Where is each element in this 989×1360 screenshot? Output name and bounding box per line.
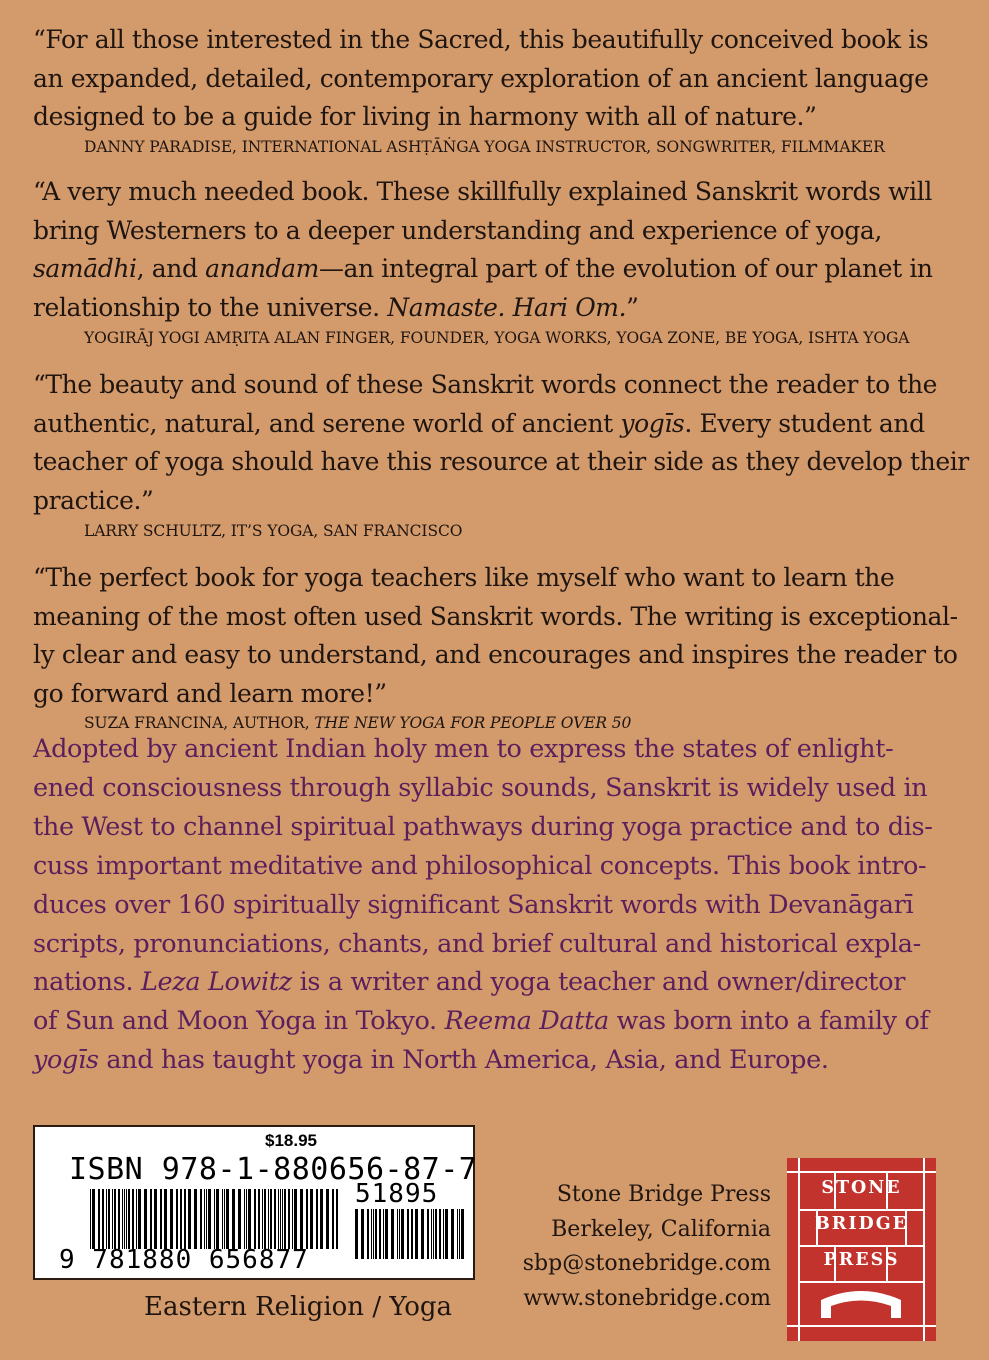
barcode-bar: [316, 1189, 318, 1249]
barcode-bar: [180, 1189, 182, 1249]
publisher-location: Berkeley, California: [551, 1216, 771, 1242]
blurb-line: duces over 160 spiritually significant Sanskrit words with Devanāgarī: [33, 889, 914, 920]
barcode-bar: [200, 1189, 202, 1249]
barcode-bar: [332, 1189, 334, 1249]
barcode-bar: [280, 1189, 281, 1249]
isbn-number: ISBN 978-1-880656-87-7: [69, 1152, 478, 1187]
barcode-bar: [170, 1189, 173, 1249]
barcode-bar: [226, 1189, 229, 1249]
barcode-bar: [459, 1209, 460, 1259]
quote-line: go forward and learn more!”: [33, 678, 387, 708]
quote-line: meaning of the most often used Sanskrit words. The writing is exceptional-: [33, 601, 958, 631]
barcode-bar: [411, 1209, 413, 1259]
publisher-info: [523, 1178, 771, 1316]
barcode-bar: [128, 1189, 130, 1249]
barcode-bar: [150, 1189, 152, 1249]
barcode-bar: [401, 1209, 404, 1259]
barcode-bar: [336, 1189, 338, 1249]
barcode-bar: [320, 1189, 323, 1249]
barcode-bar: [214, 1189, 215, 1249]
barcode-bar: [160, 1189, 162, 1249]
barcode-bar: [164, 1189, 167, 1249]
ean-digits: 9 781880 656877: [59, 1245, 309, 1275]
barcode-bar: [383, 1209, 384, 1259]
quote-line: teacher of yoga should have this resource at their side as they develop their: [33, 447, 969, 476]
quote-line: “A very much needed book. These skillfully explained Sanskrit words will: [33, 177, 932, 206]
barcode-bar: [154, 1189, 157, 1249]
quote-line: “The beauty and sound of these Sanskrit words connect the reader to the: [33, 370, 938, 399]
quote-line: practice.”: [33, 485, 154, 515]
barcode-bar: [367, 1209, 369, 1259]
quote-1: [33, 21, 953, 137]
barcode-bar: [421, 1209, 424, 1259]
barcode-bar: [270, 1189, 272, 1249]
category-label: Eastern Religion / Yoga: [144, 1292, 453, 1322]
barcode-bar: [399, 1209, 400, 1259]
barcode-bar: [282, 1189, 283, 1249]
blurb-line: the West to channel spiritual pathways during yoga practice and to dis-: [33, 811, 933, 842]
barcode-bar: [443, 1209, 444, 1259]
blurb-line: scripts, pronunciations, chants, and brief cultural and historical expla-: [33, 928, 921, 959]
barcode-bar: [397, 1209, 398, 1259]
barcode-bar: [391, 1209, 394, 1259]
barcode-bar: [118, 1189, 120, 1249]
barcode-bar: [264, 1189, 266, 1249]
barcode-bar: [90, 1189, 91, 1249]
quote-4-attribution: SUZA FRANCINA, AUTHOR, THE NEW YOGA FOR PEOPLE OVER 50: [84, 714, 632, 732]
barcode-bar: [204, 1189, 205, 1249]
italic-word: yogīs: [33, 1045, 99, 1076]
supplement-barcode-bars: [355, 1209, 465, 1261]
barcode-bar: [435, 1209, 437, 1259]
quote-line: authentic, natural, and serene world of ancient yogīs. Every student and: [33, 408, 925, 438]
quote-3-attribution: LARRY SCHULTZ, IT’S YOGA, SAN FRANCISCO: [84, 522, 463, 540]
author-name: Reema Datta: [444, 1006, 609, 1037]
barcode-bar: [244, 1189, 245, 1249]
quote-2: [33, 173, 953, 327]
barcode-bar: [373, 1209, 374, 1259]
barcode-bar: [292, 1189, 293, 1249]
publisher-name: Stone Bridge Press: [556, 1182, 771, 1207]
publisher-email: sbp@stonebridge.com: [522, 1251, 771, 1276]
barcode-bar: [451, 1209, 454, 1259]
barcode-bar: [126, 1189, 127, 1249]
blurb-line: yogīs and has taught yoga in North America, Asia, and Europe.: [33, 1045, 829, 1076]
quote-line: “For all those interested in the Sacred, this beautifully conceived book is: [33, 25, 929, 54]
barcode-bar: [222, 1189, 223, 1249]
blurb-line: ened consciousness through syllabic sounds, Sanskrit is widely used in: [33, 772, 928, 803]
blurb-line: cuss important meditative and philosophical concepts. This book intro-: [33, 850, 927, 881]
barcode-bar: [124, 1189, 125, 1249]
barcode-bar: [445, 1209, 448, 1259]
barcode-bar: [258, 1189, 260, 1249]
italic-word: anandam: [205, 254, 319, 283]
barcode-bar: [246, 1189, 247, 1249]
quote-line: relationship to the universe. Namaste. Hari Om.”: [33, 292, 639, 322]
quote-line: designed to be a guide for living in harmony with all of nature.”: [33, 102, 817, 131]
blurb-line: Adopted by ancient Indian holy men to express the states of enlight-: [33, 734, 894, 764]
barcode-bar: [385, 1209, 388, 1259]
barcode-bar: [194, 1189, 197, 1249]
book-title: THE NEW YOGA FOR PEOPLE OVER 50: [314, 714, 632, 732]
barcode-bar: [294, 1189, 297, 1249]
barcode-bar: [284, 1189, 286, 1249]
quote-line: samādhi, and anandam—an integral part of the evolution of our planet in: [33, 254, 933, 283]
barcode-bar: [188, 1189, 191, 1249]
barcode-bar: [138, 1189, 141, 1249]
barcode-bar: [184, 1189, 186, 1249]
blurb-line: nations. Leza Lowitz is a writer and yoga teacher and owner/director: [33, 967, 906, 998]
barcode-bar: [355, 1209, 358, 1259]
publisher-website: www.stonebridge.com: [523, 1285, 771, 1311]
quote-4: [33, 559, 958, 713]
barcode-bar: [262, 1189, 263, 1249]
barcode-bar: [206, 1189, 207, 1249]
barcode-bar: [232, 1189, 235, 1249]
blurb-line: of Sun and Moon Yoga in Tokyo. Reema Datta was born into a family of: [33, 1006, 929, 1037]
supplement-number: 51895: [355, 1179, 439, 1209]
isbn-barcode: [33, 1125, 478, 1280]
quote-line: an expanded, detailed, contemporary exploration of an ancient language: [33, 63, 929, 93]
barcode-bar: [132, 1189, 134, 1249]
barcode-bar: [92, 1189, 95, 1249]
stone-bridge-press-logo: [787, 1158, 936, 1341]
barcode-bar: [224, 1189, 225, 1249]
barcode-bar: [375, 1209, 377, 1259]
barcode-bar: [361, 1209, 364, 1259]
barcode-bar: [238, 1189, 241, 1249]
barcode-bar: [144, 1189, 147, 1249]
barcode-bar: [102, 1189, 104, 1249]
barcode-bar: [431, 1209, 432, 1259]
barcode-bar: [415, 1209, 418, 1259]
ean-barcode-bars: [90, 1189, 340, 1251]
logo-line-3: PRESS: [823, 1250, 900, 1270]
barcode-bar: [379, 1209, 381, 1259]
barcode-bar: [248, 1189, 251, 1249]
quote-1-attribution: DANNY PARADISE, INTERNATIONAL ASHṬĀṄGA YOGA INSTRUCTOR, SONGWRITER, FILMMAKER: [84, 138, 885, 156]
barcode-bar: [176, 1189, 178, 1249]
barcode-bar: [457, 1209, 458, 1259]
barcode-bar: [106, 1189, 107, 1249]
barcode-bar: [208, 1189, 211, 1249]
barcode-bar: [326, 1189, 329, 1249]
barcode-bar: [300, 1189, 303, 1249]
quote-2-attribution: YOGIRĀJ YOGI AMṚITA ALAN FINGER, FOUNDER, YOGA WORKS, YOGA ZONE, BE YOGA, ISHTA YOGA: [84, 329, 910, 347]
price-label: $18.95: [265, 1131, 317, 1150]
italic-word: samādhi: [33, 254, 137, 283]
logo-line-2: BRIDGE: [815, 1214, 908, 1234]
barcode-bar: [254, 1189, 256, 1249]
barcode-bar: [108, 1189, 110, 1249]
barcode-bar: [114, 1189, 116, 1249]
quote-line: ly clear and easy to understand, and encourages and inspires the reader to: [33, 640, 958, 669]
book-description: [33, 730, 958, 1080]
barcode-bar: [407, 1209, 409, 1259]
barcode-bar: [433, 1209, 434, 1259]
barcode-bar: [427, 1209, 429, 1259]
barcode-bar: [439, 1209, 441, 1259]
author-name: Leza Lowitz: [140, 967, 292, 998]
barcode-bar: [136, 1189, 137, 1249]
barcode-bar: [98, 1189, 100, 1249]
barcode-bar: [122, 1189, 123, 1249]
barcode-bar: [461, 1209, 464, 1259]
barcode-bar: [310, 1189, 313, 1249]
italic-phrase: Namaste. Hari Om.: [387, 292, 627, 322]
barcode-bar: [268, 1189, 269, 1249]
quote-line: bring Westerners to a deeper understanding and experience of yoga,: [33, 215, 882, 245]
barcode-bar: [371, 1209, 372, 1259]
barcode-bar: [216, 1189, 219, 1249]
italic-word: yogīs: [620, 408, 685, 438]
quote-3: [33, 366, 969, 520]
barcode-bar: [278, 1189, 279, 1249]
barcode-bar: [274, 1189, 276, 1249]
barcode-bar: [112, 1189, 113, 1249]
logo-line-1: STONE: [821, 1178, 902, 1198]
barcode-bar: [306, 1189, 308, 1249]
quote-line: “The perfect book for yoga teachers like myself who want to learn the: [33, 563, 895, 592]
barcode-bar: [288, 1189, 290, 1249]
